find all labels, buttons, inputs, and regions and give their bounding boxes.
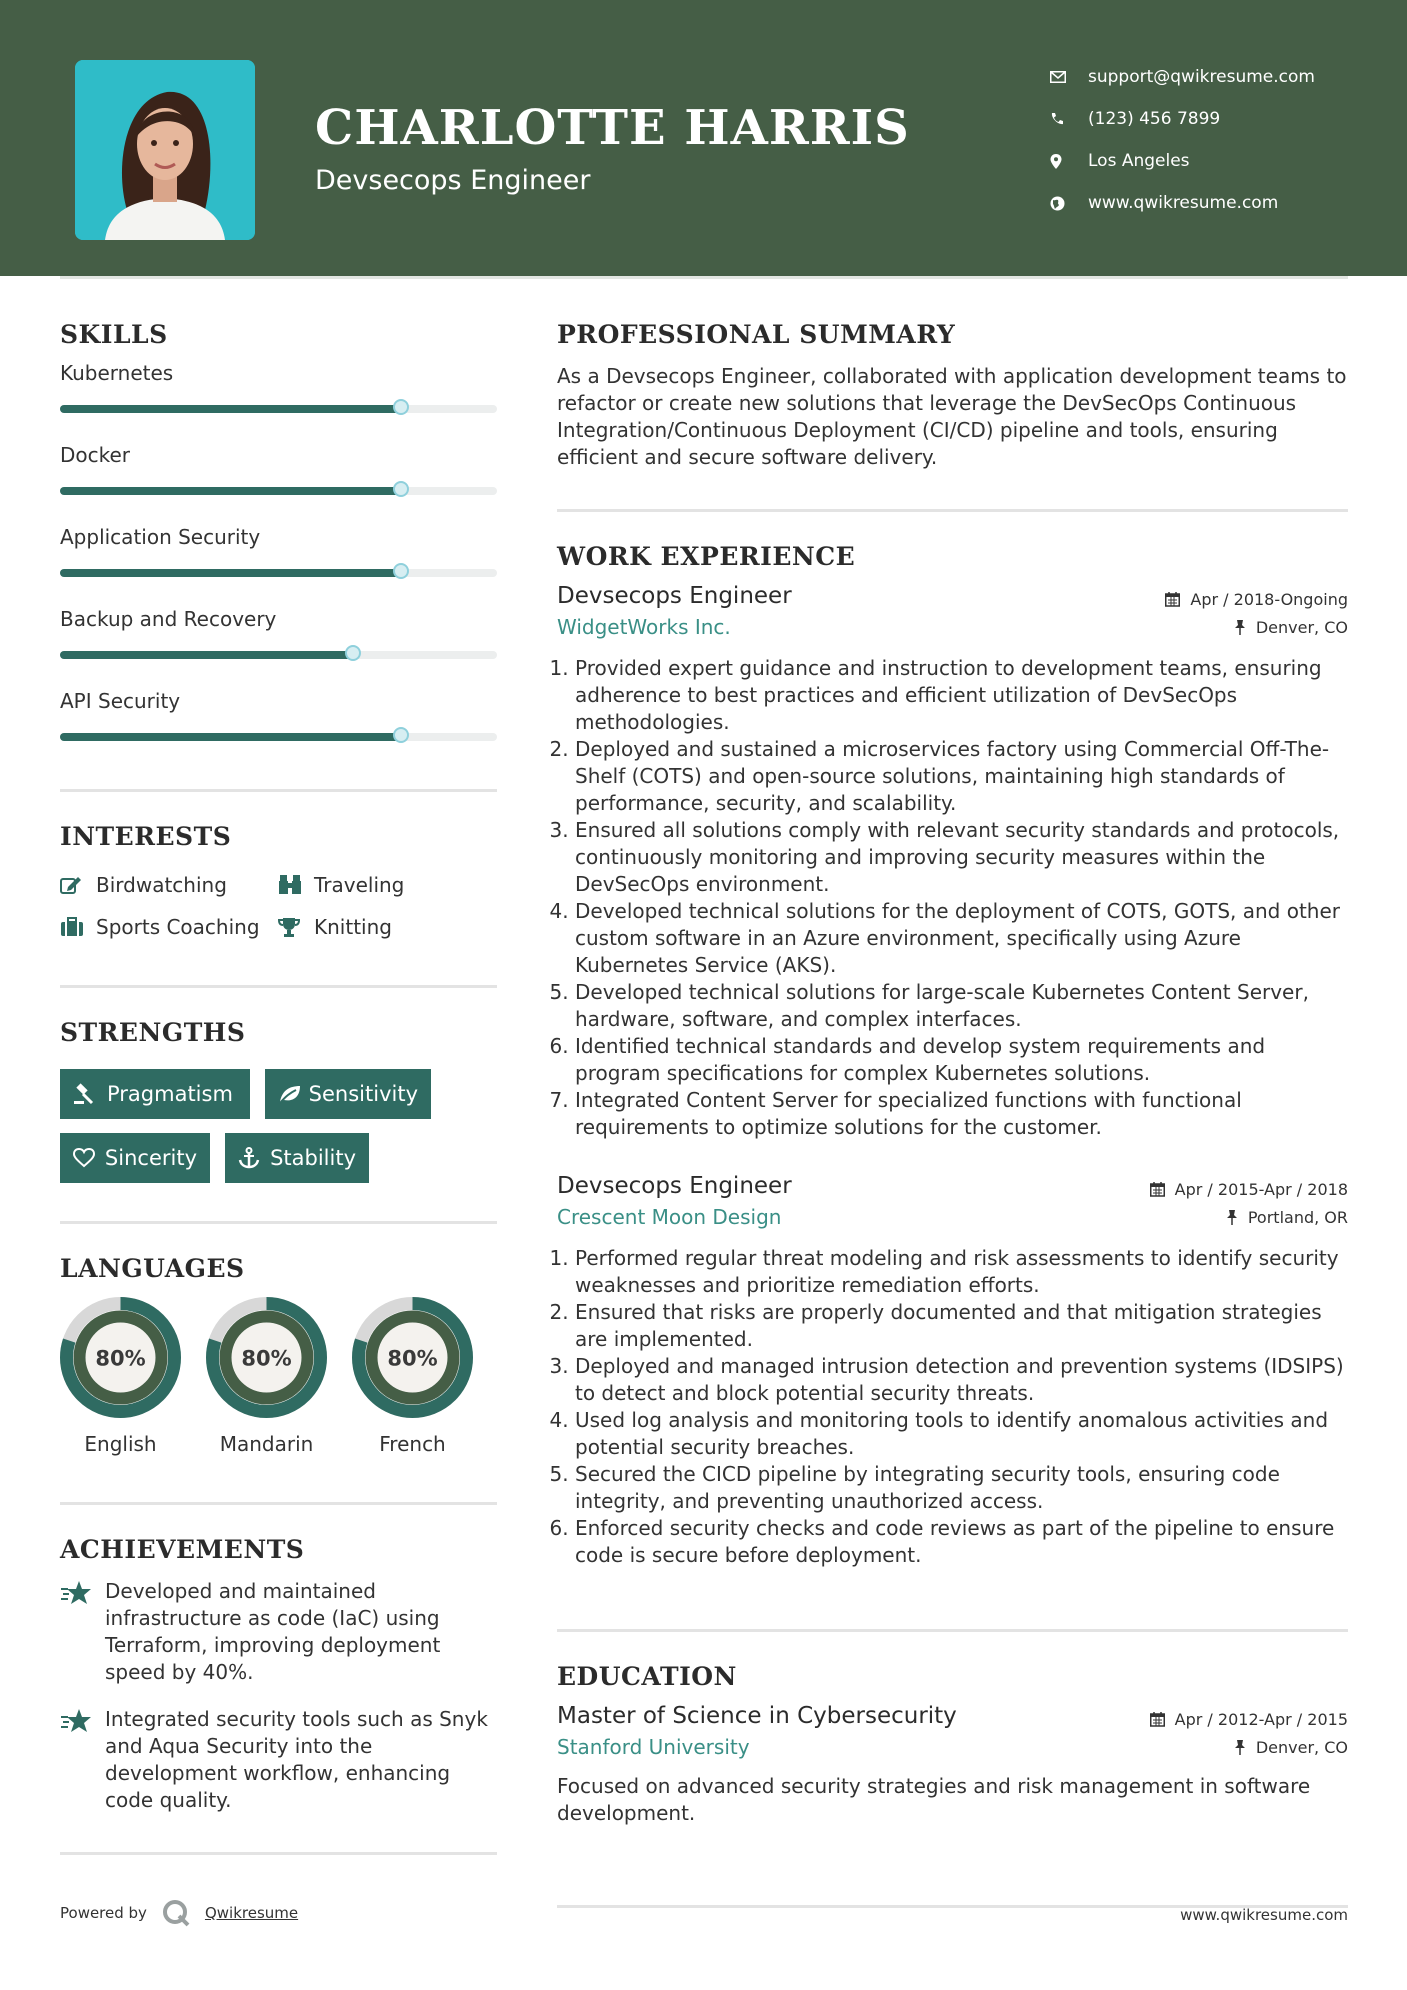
company-name: WidgetWorks Inc.	[557, 615, 731, 639]
powered-by-label: Powered by	[60, 1904, 147, 1922]
language-ring	[60, 1297, 181, 1418]
strength-label: Stability	[270, 1146, 356, 1170]
language-percent: 80%	[387, 1346, 438, 1371]
candidate-role: Devsecops Engineer	[315, 165, 591, 196]
skill-bar-knob	[393, 481, 409, 497]
skill-bar-fill	[60, 487, 401, 495]
contact-website-text: www.qwikresume.com	[1088, 193, 1279, 213]
skill-bar-knob	[393, 563, 409, 579]
section-divider	[557, 1629, 1348, 1632]
qwikresume-logo-icon	[161, 1898, 191, 1928]
interest-label: Traveling	[314, 873, 405, 897]
skills-section	[60, 320, 497, 741]
section-divider	[60, 1852, 497, 1855]
language-percent: 80%	[95, 1346, 146, 1371]
job-bullet: 5. Secured the CICD pipeline by integrating security tools, ensuring code integrity, and preventing unauthorized access.	[575, 1461, 1348, 1515]
achievement-text: Developed and maintained infrastructure as code (IaC) using Terraform, improving deployment speed by 40%.	[105, 1579, 441, 1684]
strengths-title: STRENGTHS	[60, 1018, 246, 1047]
interests-list	[60, 873, 497, 939]
heart-icon	[73, 1148, 105, 1168]
degree-title: Master of Science in Cybersecurity	[557, 1703, 957, 1729]
skill-name: Backup and Recovery	[60, 607, 277, 631]
education-dates	[1150, 1710, 1348, 1729]
strengths-list	[60, 1069, 497, 1183]
contact-phone[interactable]	[1050, 98, 1370, 140]
language-percent: 80%	[241, 1346, 292, 1371]
skills-title: SKILLS	[60, 320, 168, 349]
job-sub	[557, 1205, 1348, 1229]
section-divider	[557, 509, 1348, 512]
job-title: Devsecops Engineer	[557, 1173, 792, 1199]
summary-text: As a Devsecops Engineer, collaborated with application development teams to refactor or create new solutions that leverage the DevSecOps Continuous Integration/Continuous Deployment (CI/CD) pipeline and tools, ensuring efficient and secure software delivery.	[557, 364, 1347, 469]
skill-bar-fill	[60, 733, 401, 741]
leaf-icon	[278, 1084, 309, 1104]
binoculars-icon	[278, 875, 314, 895]
section-divider	[60, 1502, 497, 1505]
interest-item	[60, 915, 278, 939]
strength-chip	[225, 1133, 369, 1183]
language-name: English	[84, 1432, 157, 1456]
language-name: French	[379, 1432, 446, 1456]
experience-title: WORK EXPERIENCE	[557, 542, 856, 571]
achievement-item	[60, 1706, 497, 1814]
job-sub	[557, 615, 1348, 639]
education-text: Focused on advanced security strategies and risk management in software development.	[557, 1774, 1311, 1825]
job-entry	[557, 583, 1348, 1141]
skill-bar-knob	[345, 645, 361, 661]
calendar-icon	[1165, 592, 1180, 607]
languages-list	[60, 1297, 497, 1456]
interest-item	[278, 873, 478, 897]
language-item	[60, 1297, 181, 1456]
education-section	[557, 1662, 1348, 1827]
skill-name: API Security	[60, 689, 181, 713]
job-bullet: 2. Ensured that risks are properly documented and that mitigation strategies are implemented.	[575, 1299, 1348, 1353]
section-divider	[60, 1221, 497, 1224]
portrait-illustration	[75, 60, 255, 240]
job-entry	[557, 1173, 1348, 1569]
languages-section	[60, 1254, 497, 1456]
summary-section	[557, 320, 1348, 471]
contact-email[interactable]	[1050, 56, 1370, 98]
job-bullet: 3. Deployed and managed intrusion detection and prevention systems (IDSIPS) to detect and block potential security threats.	[575, 1353, 1348, 1407]
contact-location	[1050, 140, 1370, 182]
strength-chip	[265, 1069, 431, 1119]
profile-photo	[75, 60, 255, 240]
skills-list	[60, 361, 497, 741]
star-icon	[60, 1706, 105, 1814]
language-item	[352, 1297, 473, 1456]
job-bullets	[557, 655, 1348, 1141]
achievements-list	[60, 1578, 497, 1814]
left-column	[60, 320, 497, 1855]
calendar-icon	[1150, 1182, 1165, 1197]
job-title: Devsecops Engineer	[557, 583, 792, 609]
job-bullet: 4. Developed technical solutions for the deployment of COTS, GOTS, and other custom software in an Azure environment, specifically using Azure Kubernetes Service (AKS).	[575, 898, 1348, 979]
strength-chip	[60, 1133, 210, 1183]
interest-label: Knitting	[314, 915, 392, 939]
skill-name: Docker	[60, 443, 131, 467]
anchor-icon	[238, 1147, 270, 1169]
gavel-icon	[73, 1083, 107, 1105]
job-location-text: Denver, CO	[1255, 617, 1348, 637]
skill-bar	[60, 569, 497, 577]
summary-title: PROFESSIONAL SUMMARY	[557, 320, 956, 349]
contact-website[interactable]	[1050, 182, 1370, 224]
trophy-icon	[278, 917, 314, 937]
job-bullet: 5. Developed technical solutions for large-scale Kubernetes Content Server, hardware, software, and complex interfaces.	[575, 979, 1348, 1033]
job-bullet: 7. Integrated Content Server for specialized functions with functional requirements to optimize solutions for the customer.	[575, 1087, 1348, 1141]
interest-label: Birdwatching	[96, 873, 227, 897]
contact-list	[1050, 56, 1370, 224]
interest-label: Sports Coaching	[96, 915, 260, 939]
right-column	[557, 320, 1348, 1827]
skill-bar-knob	[393, 399, 409, 415]
footer-website[interactable]: www.qwikresume.com	[1180, 1906, 1348, 1924]
achievement-text: Integrated security tools such as Snyk and Aqua Security into the development workflow, enhancing code quality.	[105, 1707, 488, 1812]
education-location-text: Denver, CO	[1255, 1737, 1348, 1757]
language-ring	[352, 1297, 473, 1418]
job-bullet: 2. Deployed and sustained a microservices factory using Commercial Off-The-Shelf (COTS) and open-source solutions, maintaining high standards of performance, security, and scalability.	[575, 736, 1348, 817]
edit-icon	[60, 875, 96, 895]
job-dates-text: Apr / 2015-Apr / 2018	[1174, 1180, 1348, 1199]
skill-name: Application Security	[60, 525, 261, 549]
job-location	[1226, 1208, 1348, 1227]
skill-bar	[60, 487, 497, 495]
education-head	[557, 1703, 1348, 1729]
interests-section	[60, 822, 497, 939]
skill-bar-fill	[60, 651, 353, 659]
job-bullet: 1. Provided expert guidance and instruction to development teams, ensuring adherence to best practices and efficient utilization of DevSecOps methodologies.	[575, 655, 1348, 736]
job-head	[557, 583, 1348, 609]
job-bullets	[557, 1245, 1348, 1569]
contact-email-text: support@qwikresume.com	[1088, 67, 1315, 87]
phone-icon	[1050, 112, 1088, 126]
envelope-icon	[1050, 71, 1088, 83]
pushpin-icon	[1226, 1210, 1238, 1225]
location-pin-icon	[1050, 154, 1088, 169]
interest-item	[60, 873, 278, 897]
education-location	[1234, 1738, 1348, 1757]
resume-header	[0, 0, 1407, 276]
job-dates-text: Apr / 2018-Ongoing	[1190, 590, 1348, 609]
skill-bar	[60, 405, 497, 413]
job-bullet: 6. Enforced security checks and code reviews as part of the pipeline to ensure code is secure before deployment.	[575, 1515, 1348, 1569]
calendar-icon	[1150, 1712, 1165, 1727]
header-divider	[60, 276, 1348, 279]
strength-chip	[60, 1069, 250, 1119]
achievements-section	[60, 1535, 497, 1814]
pushpin-icon	[1234, 1740, 1246, 1755]
school-name: Stanford University	[557, 1735, 750, 1759]
education-dates-text: Apr / 2012-Apr / 2015	[1174, 1710, 1348, 1729]
job-dates	[1165, 590, 1348, 609]
skill-name: Kubernetes	[60, 361, 174, 385]
job-bullet: 3. Ensured all solutions comply with relevant security standards and protocols, continuously monitoring and improving security measures within the DevSecOps environment.	[575, 817, 1348, 898]
brand-link[interactable]: Qwikresume	[204, 1904, 299, 1922]
job-bullet: 6. Identified technical standards and develop system requirements and program specifications for complex Kubernetes solutions.	[575, 1033, 1348, 1087]
strength-label: Pragmatism	[107, 1082, 233, 1106]
job-head	[557, 1173, 1348, 1199]
skill-bar-fill	[60, 569, 401, 577]
job-dates	[1150, 1180, 1348, 1199]
strength-label: Sincerity	[104, 1146, 197, 1170]
briefcase-icon	[60, 917, 96, 937]
experience-section	[557, 542, 1348, 1569]
language-name: Mandarin	[219, 1432, 314, 1456]
skill-bar	[60, 733, 497, 741]
skill-bar-fill	[60, 405, 401, 413]
language-ring	[206, 1297, 327, 1418]
strengths-section	[60, 1018, 497, 1183]
achievement-item	[60, 1578, 497, 1686]
job-bullet: 4. Used log analysis and monitoring tools to identify anomalous activities and potential security breaches.	[575, 1407, 1348, 1461]
job-location-text: Portland, OR	[1247, 1207, 1348, 1227]
jobs-list	[557, 583, 1348, 1569]
company-name: Crescent Moon Design	[557, 1205, 782, 1229]
education-sub	[557, 1735, 1348, 1759]
interests-title: INTERESTS	[60, 822, 232, 851]
star-icon	[60, 1578, 105, 1686]
job-location	[1234, 618, 1348, 637]
education-title: EDUCATION	[557, 1662, 737, 1691]
globe-icon	[1050, 196, 1088, 211]
interest-item	[278, 915, 478, 939]
skill-bar-knob	[393, 727, 409, 743]
candidate-name: CHARLOTTE HARRIS	[315, 100, 910, 156]
section-divider	[60, 985, 497, 988]
pushpin-icon	[1234, 620, 1246, 635]
contact-phone-text: (123) 456 7899	[1088, 109, 1221, 129]
skill-bar	[60, 651, 497, 659]
contact-location-text: Los Angeles	[1088, 151, 1190, 171]
footer-powered-by	[60, 1898, 298, 1928]
job-bullet: 1. Performed regular threat modeling and risk assessments to identify security weaknesses and prioritize remediation efforts.	[575, 1245, 1348, 1299]
section-divider	[60, 789, 497, 792]
language-item	[206, 1297, 327, 1456]
strength-label: Sensitivity	[308, 1082, 418, 1106]
languages-title: LANGUAGES	[60, 1254, 245, 1283]
achievements-title: ACHIEVEMENTS	[60, 1535, 305, 1564]
